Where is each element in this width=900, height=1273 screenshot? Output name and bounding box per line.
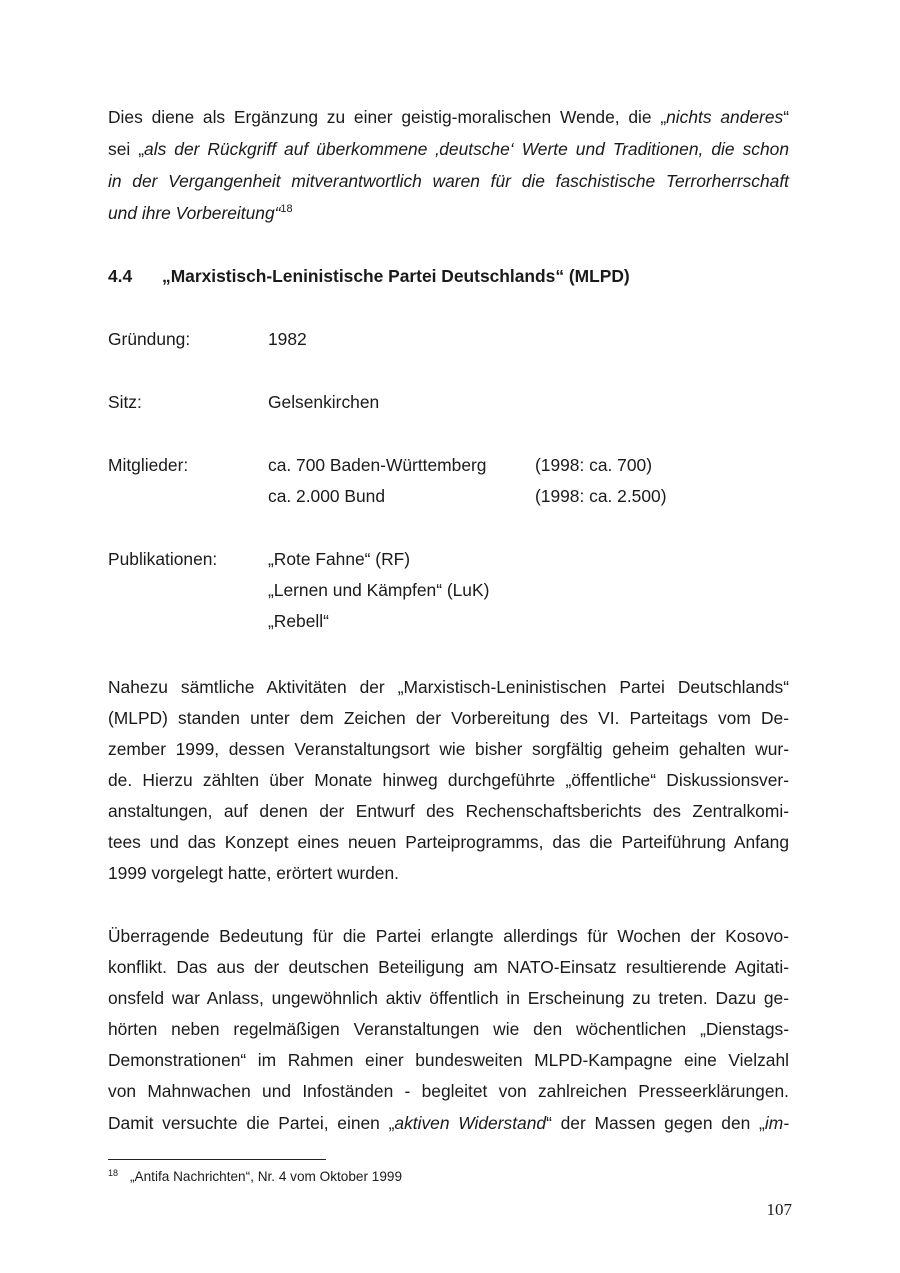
intro-line-3: in der Vergangenheit mitverantwortlich waren für die faschistische Terrorherrschaft [108,171,789,191]
para1-line: anstaltungen, auf denen der Entwurf des Rechenschaftsberichts des Zentralkomi- [108,801,789,821]
fact-value: ca. 2.000 Bund [268,486,385,506]
para2-line: hörten neben regelmäßigen Veranstaltungen wie den wöchentlichen „Dienstags- [108,1019,789,1039]
intro-line-2: sei „als der Rückgriff auf überkommene ‚deutsche‘ Werte und Traditionen, die schon [108,139,789,159]
fact-value: ca. 700 Baden-Württemberg [268,455,487,475]
fact-label: Mitglieder: [108,455,189,475]
footnote [108,1168,402,1186]
fact-note: (1998: ca. 2.500) [535,486,667,506]
section-heading [108,264,630,288]
section-title: „Marxistisch-Leninistische Partei Deutschlands“ (MLPD) [162,266,630,286]
para1-line: de. Hierzu zählten über Monate hinweg durchgeführte „öffentliche“ Diskussionsver- [108,770,789,790]
footnote-divider [108,1159,326,1160]
fact-label: Publikationen: [108,549,218,569]
para1-line: tees und das Konzept eines neuen Parteiprogramms, das die Parteiführung Anfang [108,832,789,852]
fact-label: Sitz: [108,392,142,412]
footnote-marker: 18 [108,1168,119,1178]
fact-value: „Lernen und Kämpfen“ (LuK) [268,580,490,600]
para1-line: zember 1999, dessen Veranstaltungsort wie bisher sorgfältig geheim gehalten wur- [108,739,789,759]
para1-line: Nahezu sämtliche Aktivitäten der „Marxistisch-Leninistischen Partei Deutschlands“ [108,677,789,697]
para1-line: 1999 vorgelegt hatte, erörtert wurden. [108,863,399,883]
fact-label: Gründung: [108,329,191,349]
para2-line: Demonstrationen“ im Rahmen einer bundesweiten MLPD-Kampagne eine Vielzahl [108,1050,789,1070]
page-number: 107 [766,1200,792,1219]
para2-line-last: Damit versuchte die Partei, einen „aktiven Widerstand“ der Massen gegen den „im- [108,1113,789,1133]
fact-note: (1998: ca. 700) [535,455,652,475]
para2-line: konflikt. Das aus der deutschen Beteiligung am NATO-Einsatz resultierende Agitati- [108,957,789,977]
para1-line: (MLPD) standen unter dem Zeichen der Vorbereitung des VI. Parteitags vom De- [108,708,789,728]
para2-line: Überragende Bedeutung für die Partei erlangte allerdings für Wochen der Kosovo- [108,926,789,946]
intro-line-1: Dies diene als Ergänzung zu einer geistig-moralischen Wende, die „nichts anderes“ [108,107,789,127]
intro-line-4: und ihre Vorbereitung“$^{18}$ [108,203,293,223]
section-number: 4.4 [108,266,133,286]
fact-value: „Rote Fahne“ (RF) [268,549,411,569]
fact-value: 1982 [268,329,307,349]
para2-line: onsfeld war Anlass, ungewöhnlich aktiv öffentlich in Erscheinung zu treten. Dazu ge- [108,988,789,1008]
fact-value: „Rebell“ [268,611,329,631]
footnote-reference: 18 [280,203,293,215]
footnote-text: „Antifa Nachrichten“, Nr. 4 vom Oktober 1999 [130,1169,403,1184]
para2-line: von Mahnwachen und Infoständen - begleitet von zahlreichen Presseerklärungen. [108,1081,789,1101]
fact-value: Gelsenkirchen [268,392,380,412]
